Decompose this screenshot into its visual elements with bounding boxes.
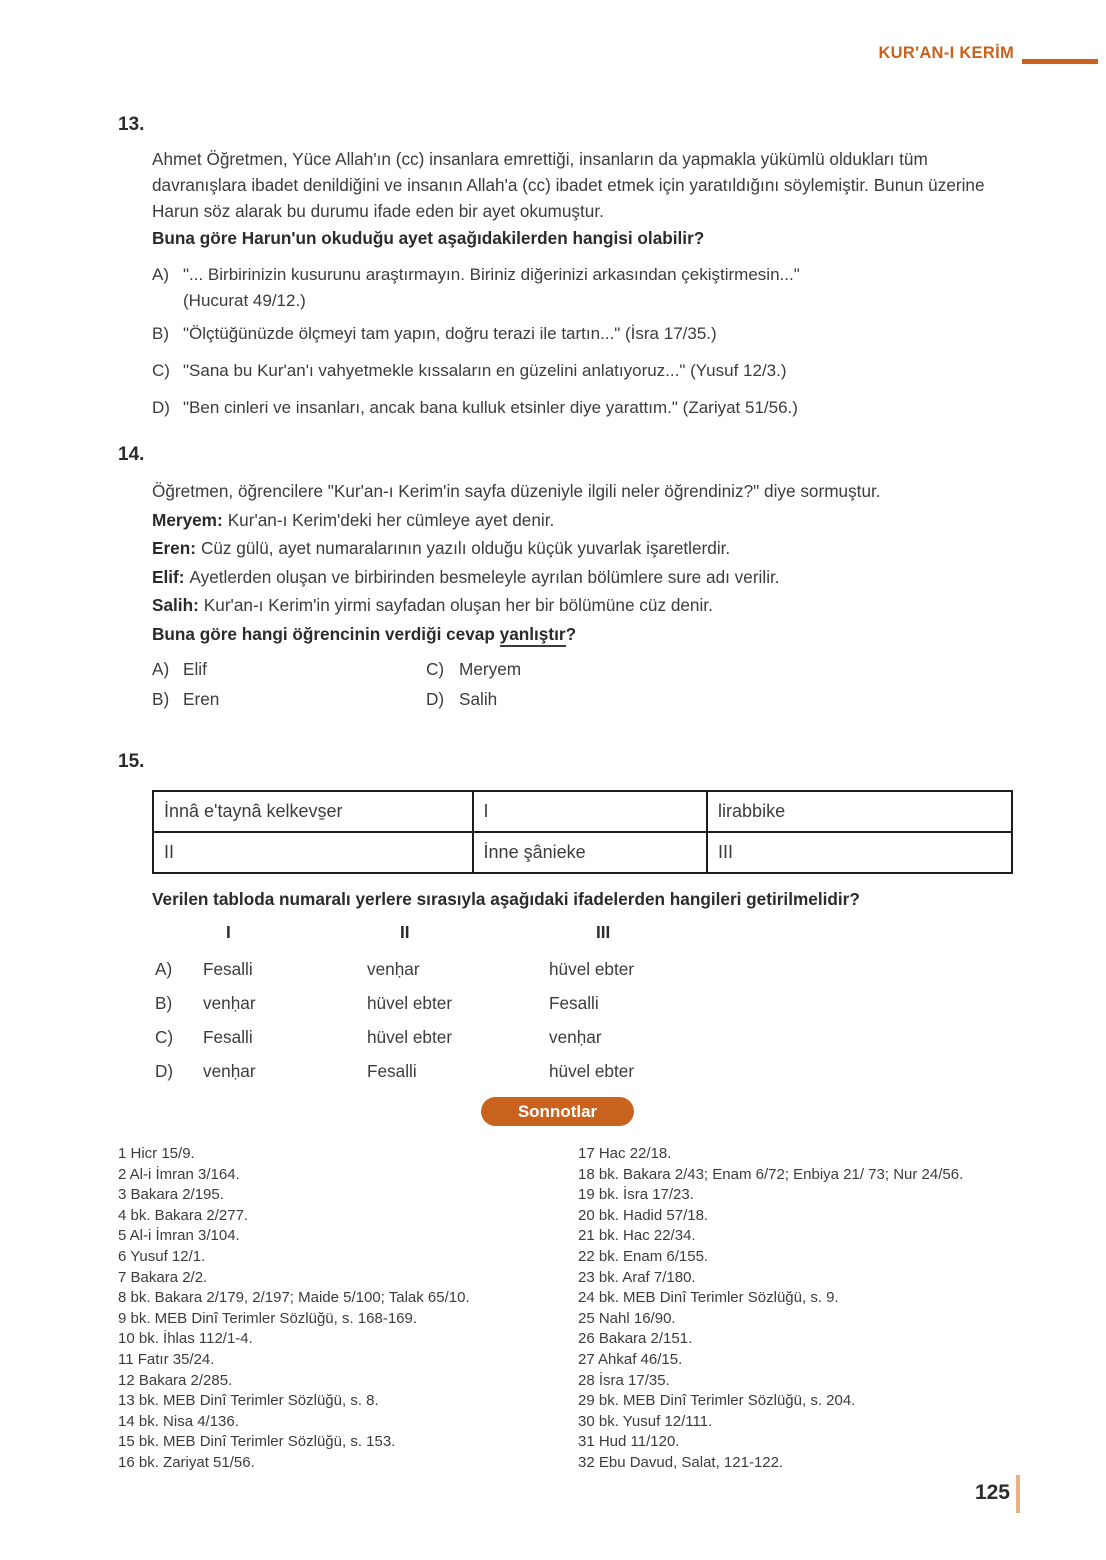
option-cell: venḥar [549,1027,602,1047]
endnote: 13 bk. MEB Dinî Terimler Sözlüğü, s. 8. [118,1392,379,1410]
endnote: 24 bk. MEB Dinî Terimler Sözlüğü, s. 9. [578,1289,839,1307]
option-cite: (Hucurat 49/12.) [183,291,306,310]
question-prefix: Buna göre hangi öğrencinin verdiği cevap [152,624,500,644]
endnote: 10 bk. İhlas 112/1-4. [118,1330,253,1348]
page-header-title: KUR'AN-I KERİM [878,44,1014,62]
endnote: 1 Hicr 15/9. [118,1145,195,1162]
endnote: 27 Ahkaf 46/15. [578,1350,683,1368]
option-text: Salih [459,689,498,709]
student-name: Elif: [152,566,185,587]
option-letter: B) [152,689,170,709]
option-letter: A) [152,265,169,284]
table-cell: lirabbike [707,791,1012,832]
endnote: 21 bk. Hac 22/34. [578,1227,696,1245]
option-cell: Fesalli [203,959,253,979]
option-cell: hüvel ebter [549,1061,635,1081]
endnote: 3 Bakara 2/195. [118,1186,224,1204]
endnote: 28 İsra 17/35. [578,1371,670,1389]
option-letter: D) [426,689,445,709]
option-cite: (Yusuf 12/3.) [690,361,787,380]
grid-corner [155,922,203,959]
q13-option-b [152,321,932,347]
option-cell: hüvel ebter [549,959,635,979]
endnote: 23 bk. Araf 7/180. [578,1268,696,1286]
header-rule [1022,59,1098,64]
underlined-word: yanlıştır [500,624,566,647]
q14-number: 14. [118,444,145,465]
statement-text: Ayetlerden oluşan ve birbirinden besmeleyle ayrılan bölümlere sure adı verilir. [189,566,780,587]
option-cite: (Zariyat 51/56.) [682,398,798,417]
student-name: Eren: [152,538,196,559]
endnote: 9 bk. MEB Dinî Terimler Sözlüğü, s. 168-169. [118,1309,418,1327]
option-cell: Fesalli [203,1027,253,1047]
statement-text: Kur'an-ı Kerim'in yirmi sayfadan oluşan her bir bölümüne cüz denir. [203,595,713,616]
endnote: 26 Bakara 2/151. [578,1330,693,1348]
option-text [183,358,787,384]
endnote: 7 Bakara 2/2. [118,1268,208,1286]
q14-question [152,624,576,645]
q15-table [152,790,1013,874]
endnote: 18 bk. Bakara 2/43; Enam 6/72; Enbiya 21/ 73; Nur 24/56. [578,1165,964,1183]
q13-question: Buna göre Harun'un okuduğu ayet aşağıdakilerden hangisi olabilir? [152,228,705,248]
endnote: 11 Fatır 35/24. [118,1350,215,1368]
option-letter: C) [426,659,445,679]
q14-options [152,659,521,710]
page-number: 125 [974,1481,1010,1504]
q13-option-c [152,358,932,384]
option-cell: venḥar [367,959,420,979]
q15-options [155,922,634,1095]
endnote: 5 Al-i İmran 3/104. [118,1227,240,1245]
option-cite: (İsra 17/35.) [625,324,717,343]
endnote: 16 bk. Zariyat 51/56. [118,1453,255,1471]
endnote: 29 bk. MEB Dinî Terimler Sözlüğü, s. 204. [578,1392,856,1410]
option-quote: "Ölçtüğünüzde ölçmeyi tam yapın, doğru terazi ile tartın..." [183,324,621,343]
option-cell: hüvel ebter [367,1027,453,1047]
table-cell: III [707,832,1012,873]
q13-options [152,262,932,432]
endnote: 31 Hud 11/120. [578,1433,680,1451]
endnote: 17 Hac 22/18. [578,1145,672,1162]
roman-header-1: I [226,922,231,942]
statement-text: Kur'an-ı Kerim'deki her cümleye ayet denir. [227,509,555,530]
option-quote: "Ben cinleri ve insanları, ancak bana kulluk etsinler diye yarattım." [183,398,678,417]
option-letter: A) [152,659,170,679]
endnote: 22 bk. Enam 6/155. [578,1247,709,1265]
q15-number: 15. [118,751,145,772]
table-row [153,791,1012,832]
option-letter: A) [155,959,173,979]
q15-question: Verilen tabloda numaralı yerlere sırasıyla aşağıdaki ifadelerden hangileri getirilmelidir? [152,889,860,909]
option-text [183,262,800,314]
q14-intro: Öğretmen, öğrencilere "Kur'an-ı Kerim'in sayfa düzeniyle ilgili neler öğrendiniz?" diye sormuştur. [152,481,881,501]
endnote: 20 bk. Hadid 57/18. [578,1206,709,1224]
q14-statement [152,534,1020,563]
endnote: 6 Yusuf 12/1. [118,1247,206,1265]
table-cell: II [153,832,473,873]
q14-statement [152,563,1020,592]
roman-header-3: III [596,922,611,942]
endnotes-title-pill: Sonnotlar [481,1097,634,1126]
statement-text: Cüz gülü, ayet numaralarının yazılı olduğu küçük yuvarlak işaretlerdir. [200,538,731,559]
roman-header-2: II [400,922,410,942]
question-suffix: ? [565,624,577,644]
q13-body: Ahmet Öğretmen, Yüce Allah'ın (cc) insanlara emrettiği, insanların da yapmakla yükümlü oldukları tüm davranışlara ibadet denildiğini ve insanın Allah'a (cc) ibadet etmek için yaratıldığını söylemiştir. Bunun üzerine Harun söz alarak bu durumu ifade eden bir ayet okumuştur. [152,149,985,221]
table-cell: İnnâ e'taynâ kelkevs̱er [153,791,473,832]
endnote: 4 bk. Bakara 2/277. [118,1206,249,1224]
endnote: 25 Nahl 16/90. [578,1309,676,1327]
endnote: 15 bk. MEB Dinî Terimler Sözlüğü, s. 153. [118,1433,396,1451]
student-name: Meryem: [152,509,223,530]
table-cell: İnne şânieke [473,832,708,873]
endnote: 32 Ebu Davud, Salat, 121-122. [578,1453,784,1471]
student-name: Salih: [152,595,199,616]
table-row [153,832,1012,873]
table-cell: I [473,791,708,832]
endnotes-right-column [578,1144,1098,1474]
option-text [183,395,798,421]
option-cell: venḥar [203,1061,256,1081]
option-letter: D) [155,1061,174,1081]
option-cell: venḥar [203,993,256,1013]
option-quote: "Sana bu Kur'an'ı vahyetmekle kıssaların en güzelini anlatıyoruz..." [183,361,686,380]
endnote: 8 bk. Bakara 2/179, 2/197; Maide 5/100; Talak 65/10. [118,1289,470,1307]
q13-number: 13. [118,114,145,135]
option-letter: C) [152,361,170,380]
option-letter: D) [152,398,170,417]
option-text: Meryem [459,659,522,679]
option-cell: Fesalli [367,1061,417,1081]
q14-body [152,477,1020,620]
q13-option-d [152,395,932,421]
endnote: 14 bk. Nisa 4/136. [118,1412,239,1430]
option-text [183,321,717,347]
option-text: Elif [183,659,207,679]
endnotes-left-column [118,1144,573,1474]
q13-option-a [152,262,932,314]
option-letter: B) [152,324,169,343]
option-cell: hüvel ebter [367,993,453,1013]
option-letter: C) [155,1027,174,1047]
option-letter: B) [155,993,173,1013]
endnote: 12 Bakara 2/285. [118,1371,233,1389]
page-number-rule [1016,1475,1020,1513]
q14-statement [152,591,1020,620]
option-quote: "... Birbirinizin kusurunu araştırmayın. Biriniz diğerinizi arkasından çekiştirmesin..." [183,265,800,284]
endnote: 2 Al-i İmran 3/164. [118,1165,240,1183]
endnote: 19 bk. İsra 17/23. [578,1186,694,1204]
option-cell: Fesalli [549,993,599,1013]
endnote: 30 bk. Yusuf 12/111. [578,1412,713,1430]
option-text: Eren [183,689,220,709]
q14-statement [152,506,1020,535]
